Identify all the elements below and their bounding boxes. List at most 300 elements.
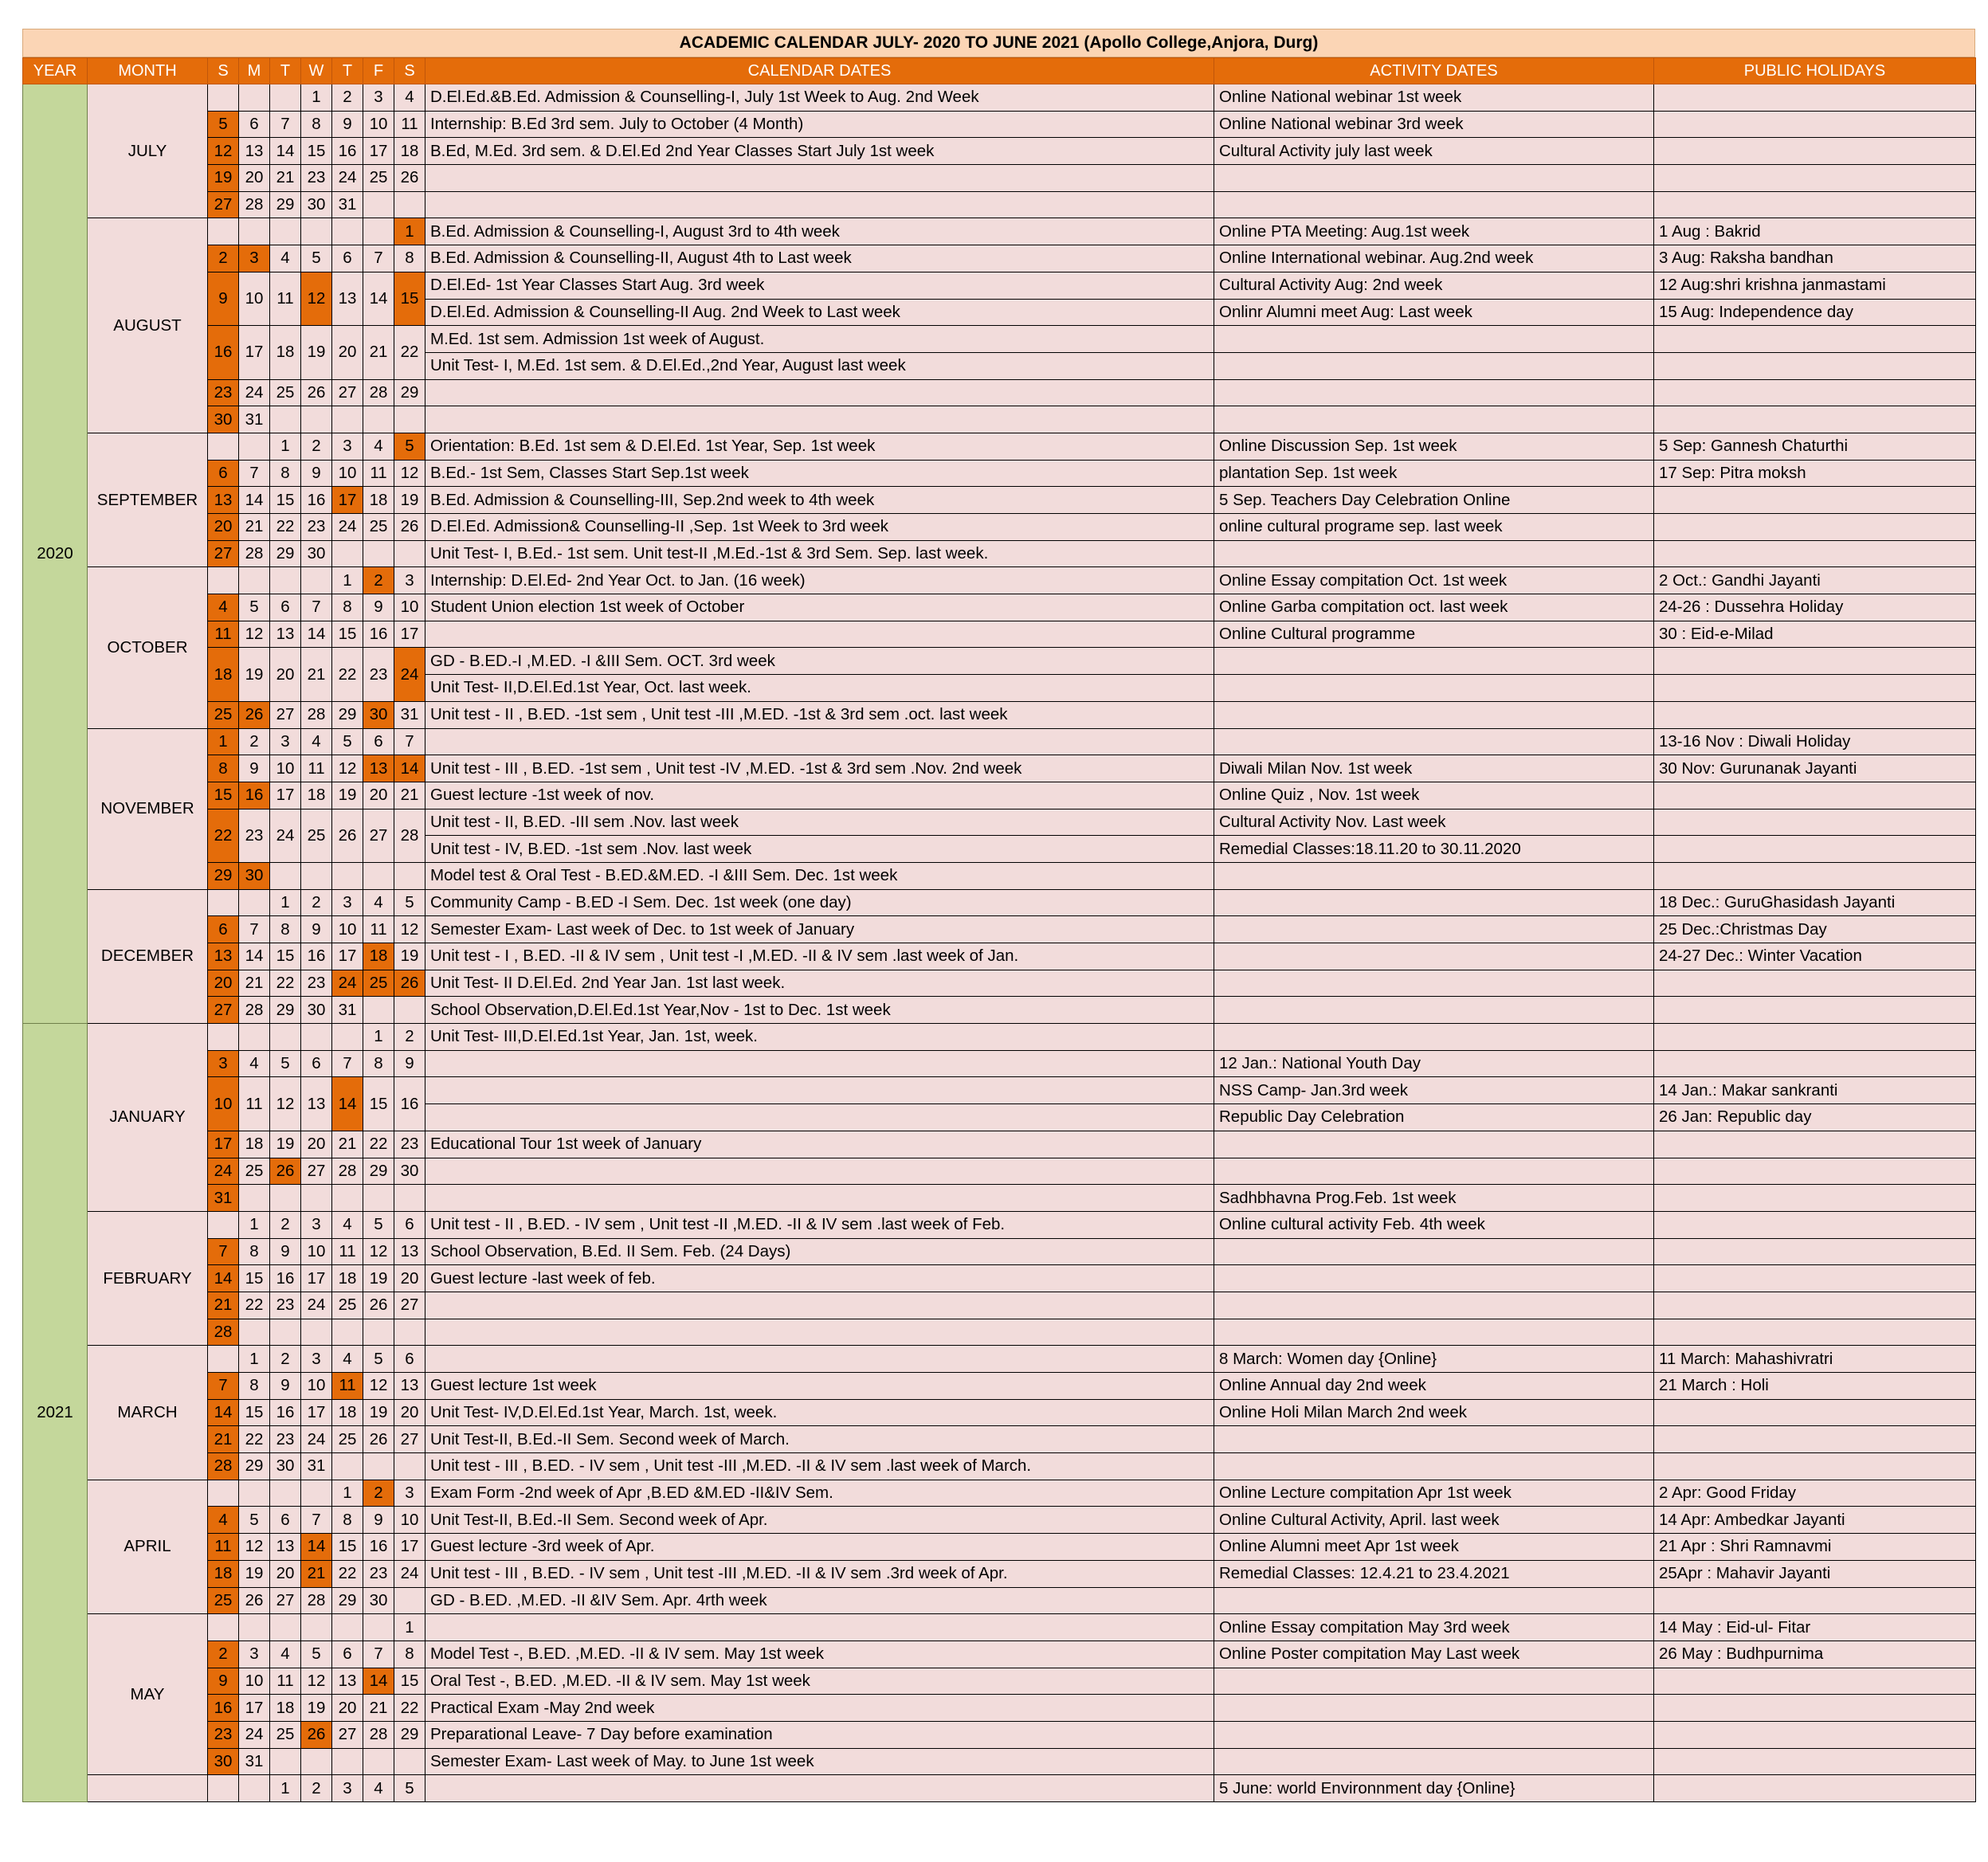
day-cell	[208, 1024, 239, 1051]
day-cell: 5	[394, 433, 425, 460]
day-cell: 9	[332, 111, 363, 138]
day-cell: 23	[208, 379, 239, 406]
day-cell: 17	[301, 1265, 332, 1292]
day-cell: 25	[363, 514, 394, 541]
day-cell: 6	[270, 1507, 301, 1534]
day-cell: 13	[332, 1668, 363, 1695]
month-cell: NOVEMBER	[88, 728, 208, 889]
calendar-dates-cell: D.El.Ed.&B.Ed. Admission & Counselling-I, July 1st Week to Aug. 2nd Week	[425, 84, 1214, 112]
day-cell: 15	[394, 1668, 425, 1695]
day-cell: 22	[332, 648, 363, 701]
table-row	[23, 782, 1976, 809]
activity-dates-cell: Online Essay compitation May 3rd week	[1214, 1614, 1654, 1641]
table-row	[23, 1265, 1976, 1292]
table-row	[23, 943, 1976, 970]
activity-dates-cell: 8 March: Women day {Online}	[1214, 1346, 1654, 1373]
day-cell	[332, 1748, 363, 1775]
day-cell: 8	[301, 111, 332, 138]
day-cell: 22	[363, 1131, 394, 1158]
day-cell: 23	[301, 970, 332, 997]
day-cell: 2	[363, 1480, 394, 1507]
public-holidays-cell	[1654, 487, 1976, 514]
day-cell	[270, 1185, 301, 1212]
day-cell: 10	[332, 460, 363, 487]
table-row	[23, 862, 1976, 889]
public-holidays-cell	[1654, 1426, 1976, 1453]
public-holidays-cell	[1654, 352, 1976, 379]
day-cell: 24	[394, 648, 425, 701]
day-cell: 10	[208, 1077, 239, 1131]
calendar-dates-cell	[425, 1050, 1214, 1077]
day-cell: 5	[270, 1050, 301, 1077]
day-cell: 30	[239, 862, 270, 889]
day-cell: 10	[394, 1507, 425, 1534]
month-cell: APRIL	[88, 1480, 208, 1613]
day-cell: 19	[363, 1399, 394, 1426]
table-row	[23, 1077, 1976, 1104]
table-row	[23, 84, 1976, 112]
day-cell: 29	[394, 379, 425, 406]
day-cell: 20	[208, 514, 239, 541]
public-holidays-cell: 25 Dec.:Christmas Day	[1654, 916, 1976, 943]
day-cell: 4	[208, 594, 239, 621]
day-cell: 3	[239, 1641, 270, 1668]
day-cell: 13	[363, 755, 394, 782]
day-cell: 18	[363, 943, 394, 970]
calendar-dates-cell	[425, 1346, 1214, 1373]
day-cell: 21	[239, 970, 270, 997]
day-cell: 31	[332, 191, 363, 218]
day-cell: 26	[239, 1587, 270, 1614]
day-cell: 4	[270, 1641, 301, 1668]
public-holidays-cell	[1654, 836, 1976, 863]
day-cell: 7	[208, 1373, 239, 1400]
table-row	[23, 1614, 1976, 1641]
table-row	[23, 514, 1976, 541]
table-row	[23, 1721, 1976, 1748]
calendar-dates-cell: Student Union election 1st week of October	[425, 594, 1214, 621]
day-cell: 2	[301, 433, 332, 460]
day-cell: 11	[301, 755, 332, 782]
day-cell	[332, 1453, 363, 1480]
activity-dates-cell	[1214, 1158, 1654, 1185]
calendar-table	[22, 57, 1976, 1802]
day-cell: 23	[270, 1292, 301, 1319]
day-cell: 13	[208, 487, 239, 514]
day-cell: 13	[301, 1077, 332, 1131]
day-cell: 29	[332, 701, 363, 728]
day-cell: 21	[363, 326, 394, 379]
day-cell	[239, 567, 270, 594]
table-row	[23, 970, 1976, 997]
public-holidays-cell: 21 Apr : Shri Ramnavmi	[1654, 1534, 1976, 1561]
day-cell	[208, 84, 239, 112]
header-tuesday: T	[270, 58, 301, 84]
calendar-dates-cell	[425, 621, 1214, 648]
public-holidays-cell: 17 Sep: Pitra moksh	[1654, 460, 1976, 487]
day-cell: 11	[239, 1077, 270, 1131]
day-cell	[394, 862, 425, 889]
day-cell	[301, 1024, 332, 1051]
day-cell: 27	[208, 191, 239, 218]
day-cell: 3	[270, 728, 301, 755]
day-cell	[301, 862, 332, 889]
activity-dates-cell	[1214, 406, 1654, 433]
day-cell: 12	[363, 1238, 394, 1265]
calendar-dates-cell: Guest lecture -last week of feb.	[425, 1265, 1214, 1292]
table-row	[23, 916, 1976, 943]
day-cell: 27	[332, 1721, 363, 1748]
day-cell: 26	[363, 1426, 394, 1453]
day-cell: 3	[394, 567, 425, 594]
activity-dates-cell: NSS Camp- Jan.3rd week	[1214, 1077, 1654, 1104]
day-cell	[394, 1319, 425, 1346]
calendar-dates-cell: B.Ed, M.Ed. 3rd sem. & D.El.Ed 2nd Year Classes Start July 1st week	[425, 138, 1214, 165]
day-cell: 4	[239, 1050, 270, 1077]
day-cell: 1	[363, 1024, 394, 1051]
table-row	[23, 997, 1976, 1024]
calendar-dates-cell: Unit Test-II, B.Ed.-II Sem. Second week of Apr.	[425, 1507, 1214, 1534]
day-cell: 19	[239, 1560, 270, 1587]
header-calendar-dates: CALENDAR DATES	[425, 58, 1214, 84]
public-holidays-cell: 21 March : Holi	[1654, 1373, 1976, 1400]
day-cell: 14	[301, 1534, 332, 1561]
day-cell: 18	[301, 782, 332, 809]
day-cell: 11	[208, 621, 239, 648]
public-holidays-cell	[1654, 138, 1976, 165]
day-cell: 3	[301, 1346, 332, 1373]
activity-dates-cell	[1214, 889, 1654, 916]
public-holidays-cell	[1654, 862, 1976, 889]
header-public-holidays: PUBLIC HOLIDAYS	[1654, 58, 1976, 84]
day-cell: 19	[332, 782, 363, 809]
calendar-dates-cell	[425, 728, 1214, 755]
activity-dates-cell	[1214, 970, 1654, 997]
day-cell: 2	[239, 728, 270, 755]
public-holidays-cell: 26 Jan: Republic day	[1654, 1104, 1976, 1131]
day-cell: 17	[332, 943, 363, 970]
day-cell: 13	[270, 1534, 301, 1561]
day-cell: 1	[270, 889, 301, 916]
month-cell: JANUARY	[88, 1024, 208, 1212]
calendar-dates-cell: GD - B.ED. ,M.ED. -II &IV Sem. Apr. 4rth week	[425, 1587, 1214, 1614]
activity-dates-cell	[1214, 1319, 1654, 1346]
day-cell	[208, 1211, 239, 1238]
day-cell: 12	[270, 1077, 301, 1131]
table-row	[23, 1131, 1976, 1158]
public-holidays-cell	[1654, 1775, 1976, 1802]
day-cell: 28	[363, 1721, 394, 1748]
calendar-dates-cell: D.El.Ed- 1st Year Classes Start Aug. 3rd week	[425, 272, 1214, 299]
public-holidays-cell: 1 Aug : Bakrid	[1654, 218, 1976, 245]
day-cell: 10	[301, 1373, 332, 1400]
public-holidays-cell	[1654, 1265, 1976, 1292]
month-cell: MAY	[88, 1614, 208, 1775]
table-row	[23, 138, 1976, 165]
day-cell: 20	[332, 326, 363, 379]
table-row	[23, 1507, 1976, 1534]
header-month: MONTH	[88, 58, 208, 84]
day-cell: 28	[394, 809, 425, 862]
day-cell: 10	[301, 1238, 332, 1265]
calendar-dates-cell: Oral Test -, B.ED. ,M.ED. -II & IV sem. May 1st week	[425, 1668, 1214, 1695]
table-row	[23, 1453, 1976, 1480]
calendar-dates-cell: Unit Test- I, B.Ed.- 1st sem. Unit test-II ,M.Ed.-1st & 3rd Sem. Sep. last week.	[425, 540, 1214, 567]
day-cell: 21	[363, 1695, 394, 1722]
day-cell: 5	[208, 111, 239, 138]
activity-dates-cell: Republic Day Celebration	[1214, 1104, 1654, 1131]
day-cell: 27	[208, 997, 239, 1024]
day-cell: 9	[363, 594, 394, 621]
activity-dates-cell: Online Cultural programme	[1214, 621, 1654, 648]
day-cell: 17	[394, 1534, 425, 1561]
public-holidays-cell	[1654, 1185, 1976, 1212]
calendar-dates-cell: Semester Exam- Last week of May. to June 1st week	[425, 1748, 1214, 1775]
day-cell: 6	[208, 916, 239, 943]
day-cell: 18	[270, 326, 301, 379]
day-cell: 23	[301, 514, 332, 541]
day-cell: 5	[394, 1775, 425, 1802]
day-cell: 9	[301, 460, 332, 487]
activity-dates-cell	[1214, 1587, 1654, 1614]
day-cell	[332, 406, 363, 433]
public-holidays-cell: 14 Jan.: Makar sankranti	[1654, 1077, 1976, 1104]
day-cell: 23	[301, 165, 332, 192]
calendar-dates-cell: Unit test - II , B.ED. -1st sem , Unit test -III ,M.ED. -1st & 3rd sem .oct. last week	[425, 701, 1214, 728]
day-cell: 12	[394, 460, 425, 487]
day-cell: 2	[301, 889, 332, 916]
table-row	[23, 1319, 1976, 1346]
day-cell: 20	[239, 165, 270, 192]
table-row	[23, 1534, 1976, 1561]
day-cell: 29	[270, 191, 301, 218]
day-cell: 11	[270, 272, 301, 325]
day-cell	[363, 540, 394, 567]
day-cell	[363, 1614, 394, 1641]
activity-dates-cell: Sadhbhavna Prog.Feb. 1st week	[1214, 1185, 1654, 1212]
day-cell: 13	[239, 138, 270, 165]
day-cell	[208, 218, 239, 245]
day-cell: 5	[394, 889, 425, 916]
day-cell: 11	[332, 1238, 363, 1265]
day-cell: 12	[239, 621, 270, 648]
day-cell: 3	[332, 433, 363, 460]
calendar-body	[23, 84, 1976, 1802]
day-cell: 11	[363, 916, 394, 943]
public-holidays-cell: 2 Oct.: Gandhi Jayanti	[1654, 567, 1976, 594]
day-cell: 16	[394, 1077, 425, 1131]
day-cell: 5	[239, 594, 270, 621]
day-cell: 2	[363, 567, 394, 594]
activity-dates-cell	[1214, 326, 1654, 353]
day-cell: 2	[332, 84, 363, 112]
day-cell	[332, 1614, 363, 1641]
calendar-dates-cell: Internship: B.Ed 3rd sem. July to October (4 Month)	[425, 111, 1214, 138]
day-cell: 21	[270, 165, 301, 192]
day-cell: 1	[239, 1346, 270, 1373]
activity-dates-cell: Cultural Activity Nov. Last week	[1214, 809, 1654, 836]
day-cell: 19	[239, 648, 270, 701]
day-cell: 8	[394, 1641, 425, 1668]
day-cell: 6	[332, 245, 363, 272]
day-cell	[208, 433, 239, 460]
table-row	[23, 1211, 1976, 1238]
public-holidays-cell	[1654, 1668, 1976, 1695]
activity-dates-cell	[1214, 1668, 1654, 1695]
day-cell: 9	[394, 1050, 425, 1077]
day-cell: 8	[363, 1050, 394, 1077]
header-monday: M	[239, 58, 270, 84]
day-cell: 25	[363, 165, 394, 192]
day-cell: 7	[332, 1050, 363, 1077]
day-cell: 12	[363, 1373, 394, 1400]
calendar-dates-cell: Unit Test- II D.El.Ed. 2nd Year Jan. 1st last week.	[425, 970, 1214, 997]
activity-dates-cell: Cultural Activity Aug: 2nd week	[1214, 272, 1654, 299]
day-cell: 1	[270, 1775, 301, 1802]
activity-dates-cell: Online PTA Meeting: Aug.1st week	[1214, 218, 1654, 245]
month-cell	[88, 1775, 208, 1802]
day-cell: 22	[394, 1695, 425, 1722]
day-cell	[332, 1024, 363, 1051]
table-row	[23, 406, 1976, 433]
day-cell: 1	[301, 84, 332, 112]
public-holidays-cell	[1654, 1238, 1976, 1265]
day-cell: 8	[270, 460, 301, 487]
public-holidays-cell	[1654, 165, 1976, 192]
day-cell: 3	[208, 1050, 239, 1077]
calendar-dates-cell: Unit test - III , B.ED. - IV sem , Unit test -III ,M.ED. -II & IV sem .last week of March.	[425, 1453, 1214, 1480]
public-holidays-cell: 26 May : Budhpurnima	[1654, 1641, 1976, 1668]
public-holidays-cell	[1654, 84, 1976, 112]
month-cell: DECEMBER	[88, 889, 208, 1023]
day-cell	[208, 1346, 239, 1373]
calendar-dates-cell: Unit Test- III,D.El.Ed.1st Year, Jan. 1st, week.	[425, 1024, 1214, 1051]
day-cell: 31	[239, 406, 270, 433]
public-holidays-cell	[1654, 1587, 1976, 1614]
calendar-dates-cell: Preparational Leave- 7 Day before examination	[425, 1721, 1214, 1748]
month-cell: JULY	[88, 84, 208, 218]
calendar-dates-cell	[425, 1077, 1214, 1104]
calendar-dates-cell: M.Ed. 1st sem. Admission 1st week of August.	[425, 326, 1214, 353]
day-cell: 8	[270, 916, 301, 943]
public-holidays-cell: 11 March: Mahashivratri	[1654, 1346, 1976, 1373]
day-cell	[363, 997, 394, 1024]
day-cell: 19	[394, 487, 425, 514]
table-row	[23, 1292, 1976, 1319]
activity-dates-cell: Online National webinar 1st week	[1214, 84, 1654, 112]
calendar-dates-cell: School Observation, B.Ed. II Sem. Feb. (24 Days)	[425, 1238, 1214, 1265]
activity-dates-cell	[1214, 701, 1654, 728]
public-holidays-cell: 24-26 : Dussehra Holiday	[1654, 594, 1976, 621]
day-cell: 2	[208, 1641, 239, 1668]
day-cell: 25	[208, 1587, 239, 1614]
table-row	[23, 755, 1976, 782]
day-cell: 24	[208, 1158, 239, 1185]
table-row	[23, 621, 1976, 648]
calendar-dates-cell	[425, 406, 1214, 433]
day-cell	[394, 1453, 425, 1480]
day-cell: 11	[394, 111, 425, 138]
day-cell: 5	[239, 1507, 270, 1534]
calendar-dates-cell: Unit Test-II, B.Ed.-II Sem. Second week of March.	[425, 1426, 1214, 1453]
activity-dates-cell: Online Essay compitation Oct. 1st week	[1214, 567, 1654, 594]
day-cell: 13	[270, 621, 301, 648]
day-cell: 28	[332, 1158, 363, 1185]
day-cell: 16	[208, 1695, 239, 1722]
public-holidays-cell	[1654, 326, 1976, 353]
day-cell: 27	[208, 540, 239, 567]
month-cell: MARCH	[88, 1346, 208, 1480]
public-holidays-cell: 5 Sep: Gannesh Chaturthi	[1654, 433, 1976, 460]
day-cell: 5	[301, 1641, 332, 1668]
day-cell	[239, 1319, 270, 1346]
table-row	[23, 1050, 1976, 1077]
day-cell: 21	[394, 782, 425, 809]
public-holidays-cell	[1654, 782, 1976, 809]
public-holidays-cell	[1654, 514, 1976, 541]
day-cell: 17	[270, 782, 301, 809]
public-holidays-cell	[1654, 1158, 1976, 1185]
table-row	[23, 218, 1976, 245]
day-cell: 1	[394, 1614, 425, 1641]
activity-dates-cell: Online Alumni meet Apr 1st week	[1214, 1534, 1654, 1561]
public-holidays-cell	[1654, 379, 1976, 406]
day-cell	[239, 1024, 270, 1051]
public-holidays-cell	[1654, 809, 1976, 836]
day-cell: 24	[394, 1560, 425, 1587]
day-cell: 8	[239, 1373, 270, 1400]
public-holidays-cell: 25Apr : Mahavir Jayanti	[1654, 1560, 1976, 1587]
calendar-dates-cell: School Observation,D.El.Ed.1st Year,Nov - 1st to Dec. 1st week	[425, 997, 1214, 1024]
calendar-dates-cell: Exam Form -2nd week of Apr ,B.ED &M.ED -II&IV Sem.	[425, 1480, 1214, 1507]
day-cell: 14	[394, 755, 425, 782]
day-cell: 15	[270, 943, 301, 970]
day-cell: 21	[239, 514, 270, 541]
calendar-dates-cell: Guest lecture -1st week of nov.	[425, 782, 1214, 809]
public-holidays-cell	[1654, 1024, 1976, 1051]
activity-dates-cell	[1214, 675, 1654, 702]
day-cell: 22	[208, 809, 239, 862]
day-cell: 15	[332, 621, 363, 648]
day-cell: 12	[301, 272, 332, 325]
public-holidays-cell	[1654, 1292, 1976, 1319]
activity-dates-cell: Online Cultural Activity, April. last week	[1214, 1507, 1654, 1534]
public-holidays-cell	[1654, 1721, 1976, 1748]
day-cell: 27	[270, 1587, 301, 1614]
day-cell: 16	[270, 1265, 301, 1292]
day-cell: 30	[394, 1158, 425, 1185]
day-cell: 10	[332, 916, 363, 943]
day-cell	[394, 1748, 425, 1775]
day-cell: 31	[239, 1748, 270, 1775]
day-cell: 26	[394, 165, 425, 192]
day-cell: 4	[332, 1346, 363, 1373]
day-cell: 5	[363, 1346, 394, 1373]
calendar-dates-cell: Educational Tour 1st week of January	[425, 1131, 1214, 1158]
activity-dates-cell: Online Lecture compitation Apr 1st week	[1214, 1480, 1654, 1507]
table-row	[23, 701, 1976, 728]
calendar-dates-cell	[425, 1614, 1214, 1641]
day-cell: 27	[394, 1426, 425, 1453]
table-row	[23, 594, 1976, 621]
table-row	[23, 326, 1976, 353]
public-holidays-cell	[1654, 1050, 1976, 1077]
day-cell: 12	[394, 916, 425, 943]
day-cell	[239, 433, 270, 460]
day-cell: 17	[208, 1131, 239, 1158]
day-cell: 11	[363, 460, 394, 487]
activity-dates-cell	[1214, 862, 1654, 889]
